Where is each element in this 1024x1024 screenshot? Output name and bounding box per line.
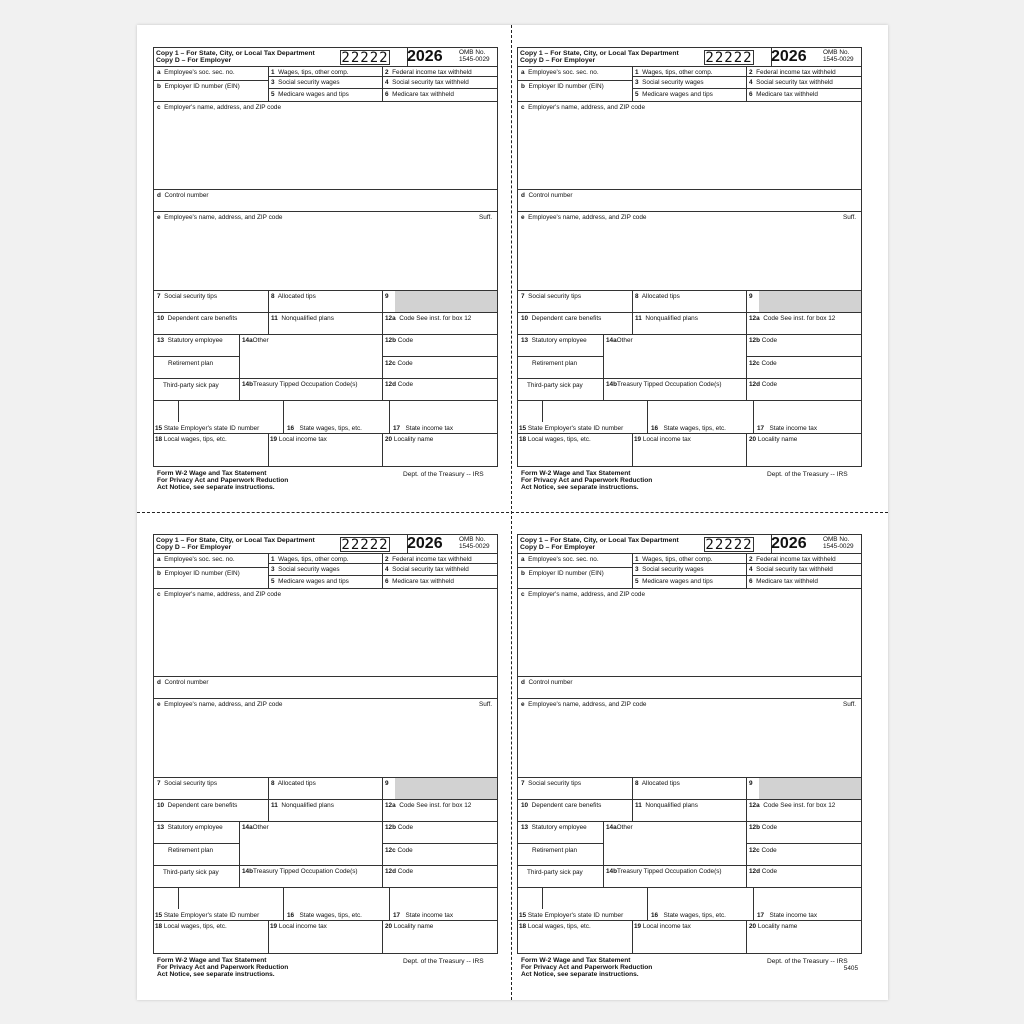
box-4-label: 4 Social security tax withheld	[385, 79, 469, 86]
box-b-label: b Employer ID number (EIN)	[157, 570, 240, 577]
third-party-sick-pay-label: Third-party sick pay	[527, 382, 583, 389]
void-code-box: 22222	[341, 537, 389, 553]
box-e-label: e Employee's name, address, and ZIP code	[521, 701, 647, 708]
box-1-label: 1 Wages, tips, other comp.	[271, 69, 349, 76]
copy-designation: Copy 1 – For State, City, or Local Tax Department Copy D – For Employer	[520, 50, 679, 65]
omb-number: OMB No. 1545-0029	[459, 536, 490, 551]
box-6-label: 6 Medicare tax withheld	[749, 91, 818, 98]
suffix-label: Suff.	[843, 214, 857, 221]
box-5-label: 5 Medicare wages and tips	[635, 91, 713, 98]
retirement-plan-label: Retirement plan	[532, 847, 578, 854]
box-13-label: 13 Statutory employee	[157, 337, 223, 344]
retirement-plan-label: Retirement plan	[168, 360, 214, 367]
treasury-label: Dept. of the Treasury -- IRS	[403, 471, 484, 478]
suffix-label: Suff.	[843, 701, 857, 708]
box-12c-label: 12c Code	[385, 847, 413, 854]
w2-grid	[153, 534, 498, 954]
box-15-label: 15 State Employer's state ID number	[519, 425, 624, 432]
box-11-label: 11 Nonqualified plans	[271, 315, 334, 322]
box-20-label: 20 Locality name	[749, 436, 798, 443]
box-1-label: 1 Wages, tips, other comp.	[271, 556, 349, 563]
box-16-label: 16 State wages, tips, etc.	[287, 425, 362, 432]
box-2-label: 2 Federal income tax withheld	[385, 69, 472, 76]
box-a-label: a Employee's soc. sec. no.	[157, 556, 235, 563]
box-17-label: 17 State income tax	[757, 912, 818, 919]
box-6-label: 6 Medicare tax withheld	[385, 578, 454, 585]
treasury-label: Dept. of the Treasury -- IRS	[767, 471, 848, 478]
box-13-label: 13 Statutory employee	[157, 824, 223, 831]
box-16-label: 16 State wages, tips, etc.	[651, 912, 726, 919]
box-14a-label: 14aOther	[606, 824, 633, 831]
box-5-label: 5 Medicare wages and tips	[271, 578, 349, 585]
box-3-label: 3 Social security wages	[271, 566, 340, 573]
box-12d-label: 12d Code	[385, 381, 414, 388]
w2-grid	[153, 47, 498, 467]
box-20-label: 20 Locality name	[385, 436, 434, 443]
suffix-label: Suff.	[479, 214, 493, 221]
box-18-label: 18 Local wages, tips, etc.	[519, 923, 591, 930]
box-20-label: 20 Locality name	[749, 923, 798, 930]
w2-form-2	[517, 47, 862, 489]
box-14b-label: 14bTreasury Tipped Occupation Code(s)	[242, 868, 358, 875]
form-number: 5405	[843, 965, 858, 972]
horizontal-perforation	[137, 512, 888, 513]
suffix-label: Suff.	[479, 701, 493, 708]
form-footer: Form W-2 Wage and Tax Statement For Privacy Act and Paperwork Reduction Act Notice, see separate instructions.	[157, 957, 289, 978]
treasury-label: Dept. of the Treasury -- IRS	[403, 958, 484, 965]
box-4-label: 4 Social security tax withheld	[749, 79, 833, 86]
box-1-label: 1 Wages, tips, other comp.	[635, 69, 713, 76]
box-9-label: 9	[385, 780, 389, 787]
box-12b-label: 12b Code	[385, 337, 414, 344]
box-14a-label: 14aOther	[606, 337, 633, 344]
copy-designation: Copy 1 – For State, City, or Local Tax Department Copy D – For Employer	[520, 537, 679, 552]
box-14a-label: 14aOther	[242, 337, 269, 344]
box-12c-label: 12c Code	[749, 360, 777, 367]
box-17-label: 17 State income tax	[393, 912, 454, 919]
box-13-label: 13 Statutory employee	[521, 824, 587, 831]
box-9-label: 9	[749, 293, 753, 300]
w2-form-1	[153, 47, 498, 489]
box-b-label: b Employer ID number (EIN)	[157, 83, 240, 90]
box-a-label: a Employee's soc. sec. no.	[157, 69, 235, 76]
box-15-label: 15 State Employer's state ID number	[519, 912, 624, 919]
copy-designation: Copy 1 – For State, City, or Local Tax Department Copy D – For Employer	[156, 537, 315, 552]
box-14b-label: 14bTreasury Tipped Occupation Code(s)	[606, 381, 722, 388]
box-17-label: 17 State income tax	[393, 425, 454, 432]
box-13-label: 13 Statutory employee	[521, 337, 587, 344]
box-11-label: 11 Nonqualified plans	[635, 315, 698, 322]
form-footer: Form W-2 Wage and Tax Statement For Privacy Act and Paperwork Reduction Act Notice, see separate instructions.	[521, 470, 653, 491]
box-3-label: 3 Social security wages	[635, 79, 704, 86]
box-11-label: 11 Nonqualified plans	[271, 802, 334, 809]
box-6-label: 6 Medicare tax withheld	[385, 91, 454, 98]
box-9-label: 9	[749, 780, 753, 787]
box-20-label: 20 Locality name	[385, 923, 434, 930]
box-14a-label: 14aOther	[242, 824, 269, 831]
tax-year: 2026	[407, 48, 443, 65]
box-15-label: 15 State Employer's state ID number	[155, 425, 260, 432]
form-footer: Form W-2 Wage and Tax Statement For Privacy Act and Paperwork Reduction Act Notice, see separate instructions.	[521, 957, 653, 978]
box-18-label: 18 Local wages, tips, etc.	[155, 923, 227, 930]
tax-year: 2026	[771, 535, 807, 552]
box-d-label: d Control number	[157, 679, 209, 686]
omb-number: OMB No. 1545-0029	[459, 49, 490, 64]
box-8-label: 8 Allocated tips	[635, 780, 680, 787]
w2-sheet	[137, 25, 888, 1000]
third-party-sick-pay-label: Third-party sick pay	[163, 869, 219, 876]
box-18-label: 18 Local wages, tips, etc.	[519, 436, 591, 443]
box-19-label: 19 Local income tax	[270, 923, 327, 930]
box-11-label: 11 Nonqualified plans	[635, 802, 698, 809]
box-c-label: c Employer's name, address, and ZIP code	[521, 591, 646, 598]
box-2-label: 2 Federal income tax withheld	[749, 556, 836, 563]
box-9-label: 9	[385, 293, 389, 300]
box-4-label: 4 Social security tax withheld	[749, 566, 833, 573]
box-7-label: 7 Social security tips	[157, 293, 218, 300]
box-19-label: 19 Local income tax	[634, 436, 691, 443]
box-4-label: 4 Social security tax withheld	[385, 566, 469, 573]
box-a-label: a Employee's soc. sec. no.	[521, 69, 599, 76]
box-12a-label: 12a Code See inst. for box 12	[749, 315, 836, 322]
box-e-label: e Employee's name, address, and ZIP code	[157, 701, 283, 708]
box-10-label: 10 Dependent care benefits	[521, 315, 602, 322]
w2-form-3	[153, 534, 498, 976]
void-code-box: 22222	[705, 537, 753, 553]
third-party-sick-pay-label: Third-party sick pay	[527, 869, 583, 876]
box-8-label: 8 Allocated tips	[271, 780, 316, 787]
tax-year: 2026	[407, 535, 443, 552]
box-10-label: 10 Dependent care benefits	[157, 802, 238, 809]
retirement-plan-label: Retirement plan	[168, 847, 214, 854]
omb-number: OMB No. 1545-0029	[823, 536, 854, 551]
box-3-label: 3 Social security wages	[271, 79, 340, 86]
treasury-label: Dept. of the Treasury -- IRS	[767, 958, 848, 965]
box-19-label: 19 Local income tax	[270, 436, 327, 443]
box-5-label: 5 Medicare wages and tips	[635, 578, 713, 585]
box-14b-label: 14bTreasury Tipped Occupation Code(s)	[242, 381, 358, 388]
box-8-label: 8 Allocated tips	[271, 293, 316, 300]
box-b-label: b Employer ID number (EIN)	[521, 83, 604, 90]
box-12a-label: 12a Code See inst. for box 12	[749, 802, 836, 809]
box-10-label: 10 Dependent care benefits	[157, 315, 238, 322]
box-12a-label: 12a Code See inst. for box 12	[385, 315, 472, 322]
box-5-label: 5 Medicare wages and tips	[271, 91, 349, 98]
box-2-label: 2 Federal income tax withheld	[749, 69, 836, 76]
box-3-label: 3 Social security wages	[635, 566, 704, 573]
box-10-label: 10 Dependent care benefits	[521, 802, 602, 809]
box-12c-label: 12c Code	[385, 360, 413, 367]
box-d-label: d Control number	[521, 679, 573, 686]
w2-grid	[517, 47, 862, 467]
w2-grid	[517, 534, 862, 954]
box-19-label: 19 Local income tax	[634, 923, 691, 930]
box-17-label: 17 State income tax	[757, 425, 818, 432]
box-12d-label: 12d Code	[749, 381, 778, 388]
omb-number: OMB No. 1545-0029	[823, 49, 854, 64]
box-16-label: 16 State wages, tips, etc.	[287, 912, 362, 919]
box-12a-label: 12a Code See inst. for box 12	[385, 802, 472, 809]
box-18-label: 18 Local wages, tips, etc.	[155, 436, 227, 443]
box-c-label: c Employer's name, address, and ZIP code	[157, 104, 282, 111]
copy-designation: Copy 1 – For State, City, or Local Tax Department Copy D – For Employer	[156, 50, 315, 65]
box-12b-label: 12b Code	[385, 824, 414, 831]
box-8-label: 8 Allocated tips	[635, 293, 680, 300]
box-c-label: c Employer's name, address, and ZIP code	[521, 104, 646, 111]
form-footer: Form W-2 Wage and Tax Statement For Privacy Act and Paperwork Reduction Act Notice, see separate instructions.	[157, 470, 289, 491]
box-7-label: 7 Social security tips	[521, 780, 582, 787]
void-code-box: 22222	[341, 50, 389, 66]
box-a-label: a Employee's soc. sec. no.	[521, 556, 599, 563]
box-2-label: 2 Federal income tax withheld	[385, 556, 472, 563]
box-6-label: 6 Medicare tax withheld	[749, 578, 818, 585]
box-b-label: b Employer ID number (EIN)	[521, 570, 604, 577]
box-d-label: d Control number	[521, 192, 573, 199]
box-15-label: 15 State Employer's state ID number	[155, 912, 260, 919]
w2-form-4	[517, 534, 862, 976]
box-1-label: 1 Wages, tips, other comp.	[635, 556, 713, 563]
box-d-label: d Control number	[157, 192, 209, 199]
box-12b-label: 12b Code	[749, 337, 778, 344]
retirement-plan-label: Retirement plan	[532, 360, 578, 367]
box-14b-label: 14bTreasury Tipped Occupation Code(s)	[606, 868, 722, 875]
box-7-label: 7 Social security tips	[157, 780, 218, 787]
void-code-box: 22222	[705, 50, 753, 66]
third-party-sick-pay-label: Third-party sick pay	[163, 382, 219, 389]
tax-year: 2026	[771, 48, 807, 65]
box-12d-label: 12d Code	[749, 868, 778, 875]
box-e-label: e Employee's name, address, and ZIP code	[521, 214, 647, 221]
box-c-label: c Employer's name, address, and ZIP code	[157, 591, 282, 598]
box-e-label: e Employee's name, address, and ZIP code	[157, 214, 283, 221]
box-12b-label: 12b Code	[749, 824, 778, 831]
box-12d-label: 12d Code	[385, 868, 414, 875]
box-12c-label: 12c Code	[749, 847, 777, 854]
box-7-label: 7 Social security tips	[521, 293, 582, 300]
box-16-label: 16 State wages, tips, etc.	[651, 425, 726, 432]
